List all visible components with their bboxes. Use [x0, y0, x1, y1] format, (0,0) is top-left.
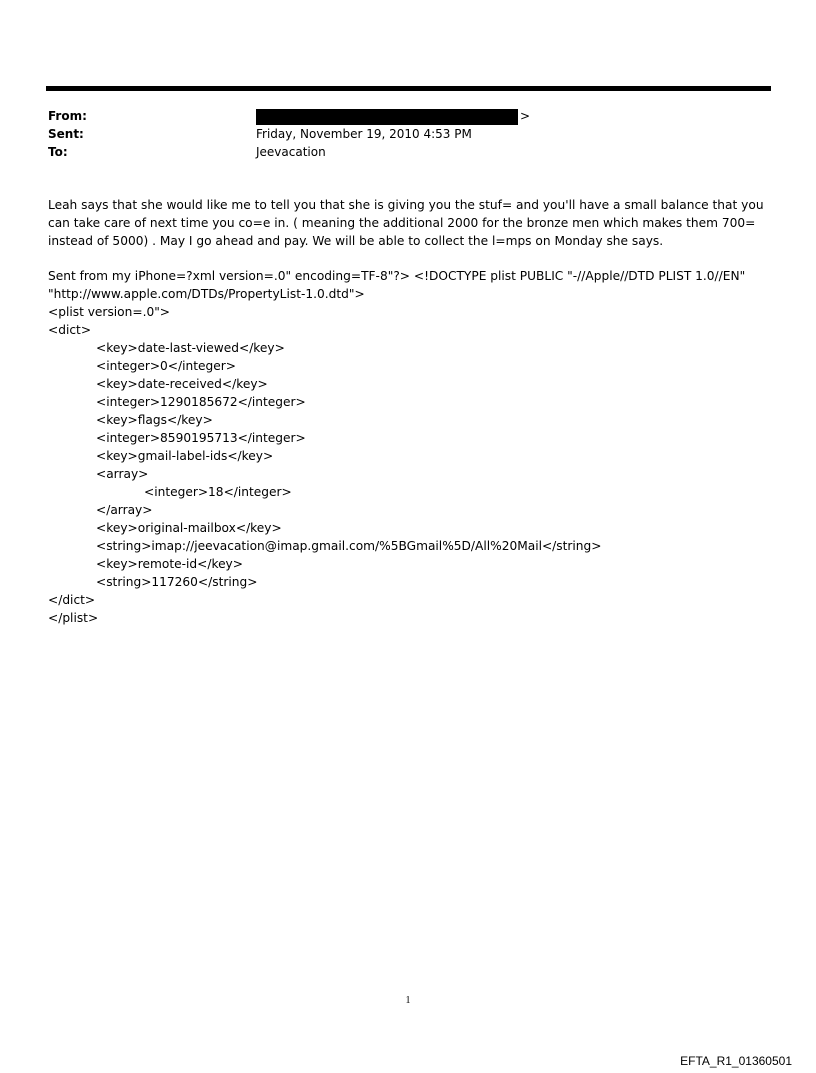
plist-close-line: </plist> [48, 611, 99, 625]
plist-block [48, 267, 773, 627]
plist-entry: <integer>0</integer> [96, 359, 236, 373]
dict-close-line: </dict> [48, 593, 96, 607]
plist-array-item: <integer>18</integer> [144, 485, 292, 499]
plist-entry: <integer>1290185672</integer> [96, 395, 306, 409]
sent-label: Sent: [48, 127, 84, 141]
plist-entry: <key>gmail-label-ids</key> [96, 449, 274, 463]
plist-entry: </array> [96, 503, 153, 517]
plist-entry: <key>flags</key> [96, 413, 213, 427]
page-number: 1 [405, 995, 411, 1006]
plist-entry: <array> [96, 467, 149, 481]
to-label: To: [48, 145, 68, 159]
plist-entry: <key>remote-id</key> [96, 557, 243, 571]
plist-entry: <string>imap://jeevacation@imap.gmail.com/%5BGmail%5D/All%20Mail</string> [96, 539, 602, 553]
document-id: EFTA_R1_01360501 [680, 1054, 792, 1068]
dtd-url-line: "http://www.apple.com/DTDs/PropertyList-1.0.dtd"> [48, 287, 365, 301]
sent-from-line: Sent from my iPhone=?xml version=.0" encoding=TF-8"?> <!DOCTYPE plist PUBLIC "-//Apple//DTD PLIST 1.0//EN" [48, 269, 746, 283]
sent-value: Friday, November 19, 2010 4:53 PM [256, 127, 472, 141]
from-suffix: > [520, 109, 531, 123]
plist-entry: <key>date-received</key> [96, 377, 268, 391]
message-body [48, 196, 773, 250]
redaction-bar [256, 109, 518, 125]
message-paragraph: Leah says that she would like me to tell you that she is giving you the stuf= and you'll have a small balance that you can take care of next time you co=e in. ( meaning the additional 2000 for the bronze men which makes them 700= instead of 5000) . May I go ahead and pay. We will be able to collect the l=mps on Monday she says. [48, 198, 764, 248]
plist-entry: <key>original-mailbox</key> [96, 521, 282, 535]
plist-entry: <integer>8590195713</integer> [96, 431, 306, 445]
plist-open-line: <plist version=.0"> [48, 305, 171, 319]
from-value [256, 107, 530, 125]
from-label: From: [48, 109, 87, 123]
dict-open-line: <dict> [48, 323, 92, 337]
plist-entry: <key>date-last-viewed</key> [96, 341, 285, 355]
to-value: Jeevacation [256, 145, 326, 159]
header-rule [46, 86, 771, 91]
plist-entry: <string>117260</string> [96, 575, 258, 589]
